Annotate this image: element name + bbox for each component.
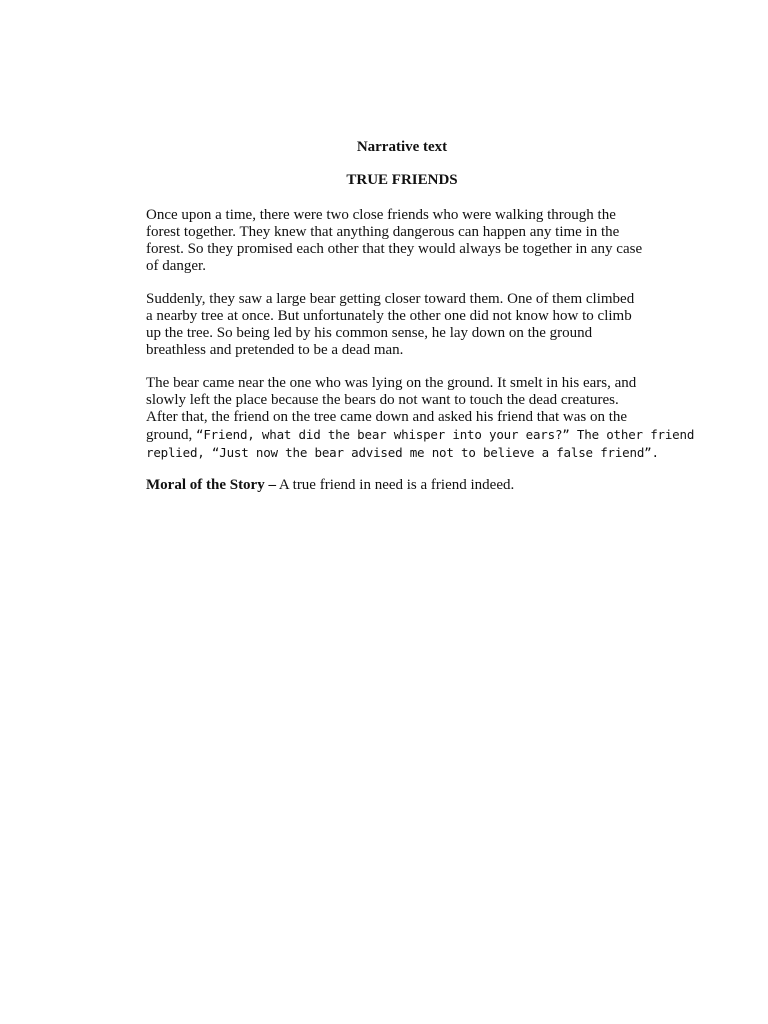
paragraph-line-mixed xyxy=(146,426,695,444)
paragraph-bear-leaves xyxy=(146,375,695,461)
paragraph-line: forest together. They knew that anything dangerous can happen any time in the xyxy=(146,224,620,240)
quoted-dialogue-line: replied, “Just now the bear advised me not to believe a false friend”. xyxy=(146,445,659,460)
quoted-dialogue: “Friend, what did the bear whisper into your ears?” The other friend xyxy=(196,427,695,442)
paragraph-line: slowly left the place because the bears do not want to touch the dead creatures. xyxy=(146,392,619,408)
paragraph-line: Once upon a time, there were two close friends who were walking through the xyxy=(146,207,616,223)
story-title: TRUE FRIENDS xyxy=(346,172,458,188)
paragraph-intro xyxy=(146,207,666,275)
paragraph-line: a nearby tree at once. But unfortunately the other one did not know how to climb xyxy=(146,308,632,324)
paragraph-line: breathless and pretended to be a dead man. xyxy=(146,342,404,358)
paragraph-line: After that, the friend on the tree came down and asked his friend that was on the xyxy=(146,409,628,425)
paragraph-line: of danger. xyxy=(146,258,206,274)
paragraph-line: Suddenly, they saw a large bear getting closer toward them. One of them climbed xyxy=(146,291,635,307)
document-label: Narrative text xyxy=(356,139,448,155)
paragraph-line: forest. So they promised each other that they would always be together in any case xyxy=(146,241,643,257)
moral-text: A true friend in need is a friend indeed. xyxy=(275,477,515,493)
paragraph-line: The bear came near the one who was lying on the ground. It smelt in his ears, and xyxy=(146,375,637,391)
document-body xyxy=(146,137,695,494)
moral-label: Moral of the Story – xyxy=(146,477,276,493)
paragraph-line: up the tree. So being led by his common sense, he lay down on the ground xyxy=(146,325,593,341)
moral-of-story xyxy=(146,477,666,494)
paragraph-bear-appears xyxy=(146,291,666,359)
paragraph-text: ground, xyxy=(146,427,196,443)
